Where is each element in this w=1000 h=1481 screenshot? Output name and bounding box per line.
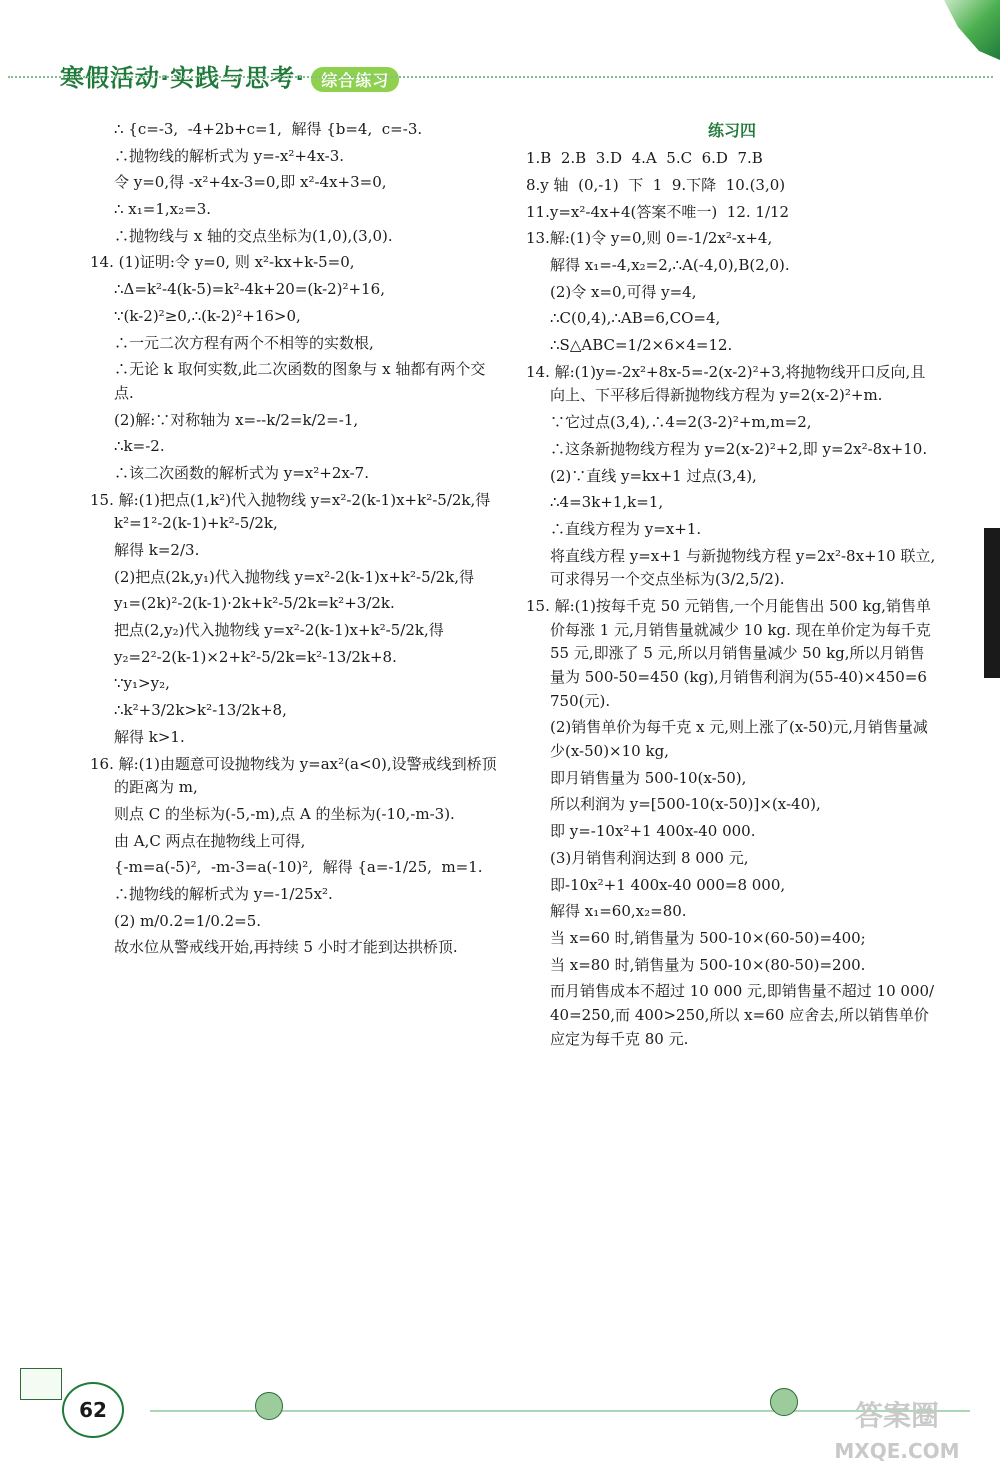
right-column — [526, 118, 938, 1054]
header-dotted-line — [8, 76, 993, 78]
answer-line: 而月销售成本不超过 10 000 元,即销售量不超过 10 000/40=250,而 400>250,所以 x=60 应舍去,所以销售单价应定为每千克 80 元. — [550, 982, 935, 1048]
answer-line: ∴无论 k 取何实数,此二次函数的图象与 x 轴都有两个交点. — [114, 360, 486, 402]
answer-line: ∴S△ABC=1/2×6×4=12. — [550, 336, 733, 355]
answer-line: 故水位从警戒线开始,再持续 5 小时才能到达拱桥顶. — [114, 938, 458, 957]
answer-line: 将直线方程 y=x+1 与新抛物线方程 y=2x²-8x+10 联立,可求得另一个交点坐标为(3/2,5/2). — [550, 546, 936, 589]
answer-line: (2)销售单价为每千克 x 元,则上涨了(x-50)元,月销售量减少(x-50)×10 kg, — [550, 718, 928, 761]
book-title-badge: 综合练习 — [311, 67, 399, 92]
watermark-text: 答案圈 — [854, 1399, 939, 1432]
answer-line: (2)令 x=0,可得 y=4, — [550, 282, 697, 301]
leaf-icon — [930, 0, 1000, 60]
answer-line: ∴C(0,4),∴AB=6,CO=4, — [550, 309, 721, 328]
answer-line: (2)把点(2k,y₁)代入抛物线 y=x²-2(k-1)x+k²-5/2k,得 — [114, 567, 475, 586]
house-icon — [20, 1368, 62, 1400]
answer-line: ∴该二次函数的解析式为 y=x²+2x-7. — [114, 463, 369, 482]
answer-line: ∴k²+3/2k>k²-13/2k+8, — [114, 701, 287, 720]
answer-line: 即-10x²+1 400x-40 000=8 000, — [550, 875, 786, 894]
answer-line: y₂=2²-2(k-1)×2+k²-5/2k=k²-13/2k+8. — [114, 647, 397, 666]
answer-line: 16. 解:(1)由题意可设抛物线为 y=ax²(a<0),设警戒线到桥顶的距离为 m, — [90, 754, 497, 797]
watermark — [812, 1396, 982, 1476]
answer-line: ∴k=-2. — [114, 437, 165, 456]
side-tab-marker — [984, 528, 1000, 678]
page-footer — [0, 1340, 1000, 1481]
answer-line: 15. 解:(1)按每千克 50 元销售,一个月能售出 500 kg,销售单价每涨 1 元,月销售量就减少 10 kg. 现在单价定为每千克 55 元,即涨了 5 元,所以月销售量减少 50 kg,所以月销售量为 500-50=450 (kg),月销售利润为(55-40)×450=6 750(元). — [526, 596, 936, 710]
answer-line: ∴直线方程为 y=x+1. — [550, 519, 702, 538]
answer-line: ∴抛物线的解析式为 y=-x²+4x-3. — [114, 146, 345, 165]
answer-line: 解得 k=2/3. — [114, 541, 200, 559]
answer-line: ∴Δ=k²-4(k-5)=k²-4k+20=(k-2)²+16, — [114, 280, 385, 299]
answer-line: (2)∵直线 y=kx+1 过点(3,4), — [550, 466, 757, 485]
answer-line: 则点 C 的坐标为(-5,-m),点 A 的坐标为(-10,-m-3). — [114, 804, 455, 823]
answer-line: 由 A,C 两点在抛物线上可得, — [114, 831, 306, 850]
answer-line: ∴抛物线的解析式为 y=-1/25x². — [114, 884, 333, 903]
answer-line: ∵y₁>y₂, — [114, 674, 170, 693]
answer-line: 即 y=-10x²+1 400x-40 000. — [550, 822, 756, 841]
page-number: 62 — [62, 1382, 124, 1438]
tree-icon — [770, 1388, 798, 1416]
answer-line: (2)解:∵对称轴为 x=--k/2=k/2=-1, — [114, 410, 359, 429]
answer-line: 15. 解:(1)把点(1,k²)代入抛物线 y=x²-2(k-1)x+k²-5/2k,得 k²=1²-2(k-1)+k²-5/2k, — [90, 490, 496, 533]
answer-line: ∴ x₁=1,x₂=3. — [114, 200, 212, 219]
answer-line: y₁=(2k)²-2(k-1)·2k+k²-5/2k=k²+3/2k. — [114, 594, 395, 613]
answer-line: ∵(k-2)²≥0,∴(k-2)²+16>0, — [114, 306, 301, 325]
answer-line: 解得 x₁=-4,x₂=2,∴A(-4,0),B(2,0). — [550, 256, 790, 275]
answer-line: (2) m/0.2=1/0.2=5. — [114, 911, 262, 930]
answer-line: (3)月销售利润达到 8 000 元, — [550, 848, 749, 867]
answer-line: ∴一元二次方程有两个不相等的实数根, — [114, 333, 374, 352]
answer-line: 令 y=0,得 -x²+4x-3=0,即 x²-4x+3=0, — [114, 173, 387, 192]
answer-line: ∴ {c=-3, -4+2b+c=1, 解得 {b=4, c=-3. — [114, 120, 423, 138]
watermark-url: MXQE.COM — [834, 1439, 960, 1463]
answer-line: 8.y 轴 (0,-1) 下 1 9.下降 10.(3,0) — [526, 175, 786, 194]
answer-line: 即月销售量为 500-10(x-50), — [550, 768, 747, 787]
answer-line: 14. (1)证明:令 y=0, 则 x²-kx+k-5=0, — [90, 253, 355, 272]
answer-line: {-m=a(-5)², -m-3=a(-10)², 解得 {a=-1/25, m=1. — [114, 858, 483, 877]
answer-line: 11.y=x²-4x+4(答案不唯一) 12. 1/12 — [526, 202, 790, 221]
answer-line: 把点(2,y₂)代入抛物线 y=x²-2(k-1)x+k²-5/2k,得 — [114, 621, 444, 640]
answer-line: 当 x=80 时,销售量为 500-10×(80-50)=200. — [550, 955, 866, 974]
book-title-text: 寒假活动·实践与思考· — [60, 64, 306, 92]
page-header — [0, 0, 1000, 105]
answer-line: 13.解:(1)令 y=0,则 0=-1/2x²-x+4, — [526, 229, 773, 248]
answer-line: ∵它过点(3,4),∴4=2(3-2)²+m,m=2, — [550, 413, 812, 432]
answer-line: ∴4=3k+1,k=1, — [550, 493, 664, 512]
answer-line: ∴这条新抛物线方程为 y=2(x-2)²+2,即 y=2x²-8x+10. — [550, 439, 928, 458]
answer-line: ∴抛物线与 x 轴的交点坐标为(1,0),(3,0). — [114, 226, 393, 245]
tree-icon — [255, 1392, 283, 1420]
section-title: 练习四 — [707, 121, 756, 140]
left-column — [90, 118, 502, 963]
answer-line: 解得 k>1. — [114, 727, 185, 746]
answer-line: 1.B 2.B 3.D 4.A 5.C 6.D 7.B — [526, 149, 763, 168]
answer-line: 解得 x₁=60,x₂=80. — [550, 902, 687, 921]
answer-line: 14. 解:(1)y=-2x²+8x-5=-2(x-2)²+3,将抛物线开口反向,且向上、下平移后得新抛物线方程为 y=2(x-2)²+m. — [526, 362, 926, 405]
answer-line: 当 x=60 时,销售量为 500-10×(60-50)=400; — [550, 928, 866, 947]
answer-line: 所以利润为 y=[500-10(x-50)]×(x-40), — [550, 795, 821, 814]
